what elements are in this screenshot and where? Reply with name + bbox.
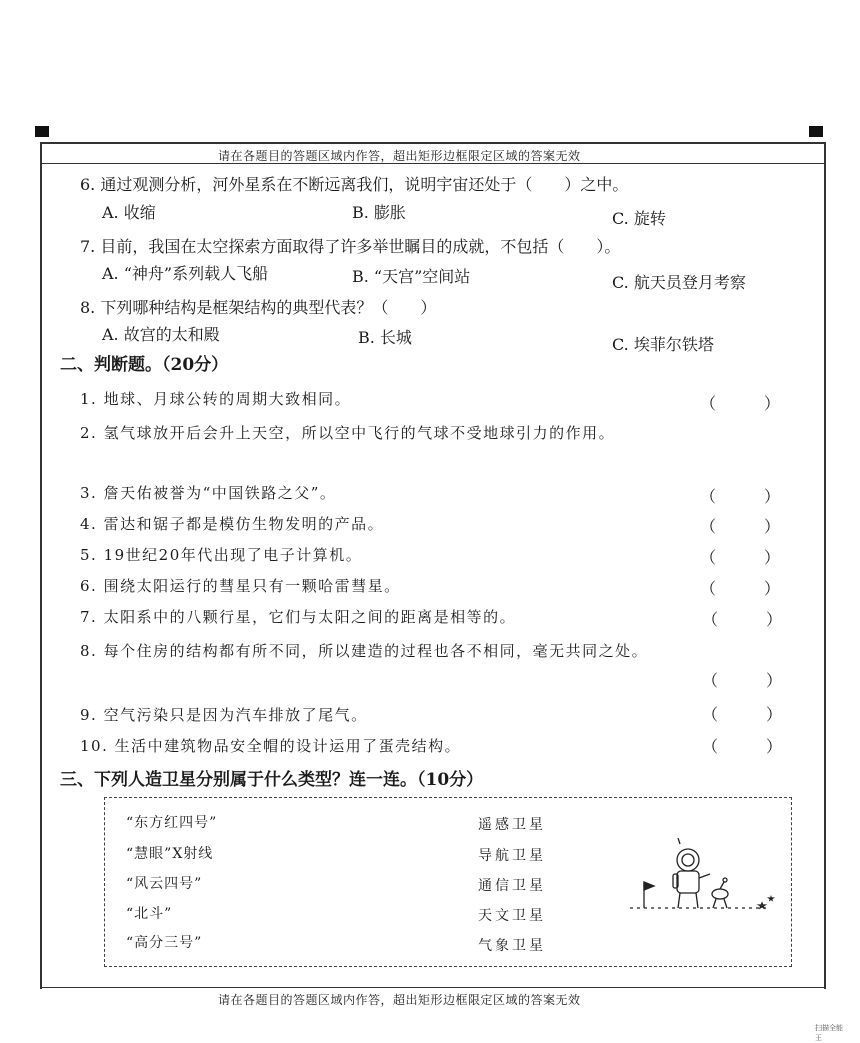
notice-top-rule (40, 163, 824, 164)
tf-answer-7[interactable]: （ ） (702, 610, 783, 629)
tf-item-2: 2. 氢气球放开后会升上天空，所以空中飞行的气球不受地球引力的作用。 (80, 424, 616, 442)
tf-item-5: 5. 19世纪20年代出现了电子计算机。 (80, 546, 363, 564)
tf-item-7: 7. 太阳系中的八颗行星，它们与太阳之间的距离是相等的。 (80, 608, 517, 626)
question-8-option-a: A. 故宫的太和殿 (102, 325, 220, 344)
tf-item-1: 1. 地球、月球公转的周期大致相同。 (80, 390, 352, 408)
question-6-option-b: B. 膨胀 (352, 203, 406, 222)
corner-mark-right (809, 126, 823, 137)
tf-answer-8[interactable]: （ ） (702, 671, 783, 690)
tf-item-6: 6. 围绕太阳运行的彗星只有一颗哈雷彗星。 (80, 577, 401, 595)
question-7-option-b: B. “天宫”空间站 (352, 267, 471, 286)
question-8-option-b: B. 长城 (358, 328, 412, 347)
tf-answer-6[interactable]: （ ） (700, 579, 781, 598)
notice-top: 请在各题目的答题区域内作答，超出矩形边框限定区域的答案无效 (218, 149, 581, 163)
question-7-option-a: A. “神舟”系列载人飞船 (102, 264, 269, 283)
notice-bottom: 请在各题目的答题区域内作答，超出矩形边框限定区域的答案无效 (218, 993, 581, 1007)
match-left-1[interactable]: “东方红四号” (126, 815, 218, 831)
tf-answer-3[interactable]: （ ） (700, 487, 781, 506)
match-right-5[interactable]: 气象卫星 (478, 938, 546, 954)
match-left-3[interactable]: “风云四号” (126, 876, 203, 892)
tf-item-8: 8. 每个住房的结构都有所不同，所以建造的过程也各不相同，毫无共同之处。 (80, 642, 649, 660)
scanner-logo: 扫描全能王 (815, 1024, 843, 1042)
match-left-4[interactable]: “北斗” (126, 906, 173, 922)
question-6-option-a: A. 收缩 (102, 203, 156, 222)
match-right-2[interactable]: 导航卫星 (478, 848, 546, 864)
tf-answer-9[interactable]: （ ） (702, 705, 783, 724)
question-6-option-c: C. 旋转 (612, 209, 666, 228)
tf-item-10: 10. 生活中建筑物品安全帽的设计运用了蛋壳结构。 (80, 737, 462, 755)
tf-answer-4[interactable]: （ ） (700, 517, 781, 536)
tf-answer-10[interactable]: （ ） (702, 737, 783, 756)
section-3-title: 三、下列人造卫星分别属于什么类型？连一连。（10分） (60, 770, 484, 790)
tf-answer-5[interactable]: （ ） (700, 548, 781, 567)
match-right-4[interactable]: 天文卫星 (478, 908, 546, 924)
match-left-5[interactable]: “高分三号” (126, 935, 203, 951)
match-right-3[interactable]: 通信卫星 (478, 878, 546, 894)
tf-item-9: 9. 空气污染只是因为汽车排放了尾气。 (80, 706, 368, 724)
match-right-1[interactable]: 遥感卫星 (478, 817, 546, 833)
corner-mark-left (35, 126, 49, 137)
notice-bottom-rule (40, 987, 824, 988)
tf-item-3: 3. 詹天佑被誉为“中国铁路之父”。 (80, 484, 337, 502)
question-6-stem: 6. 通过观测分析，河外星系在不断远离我们，说明宇宙还处于（ ）之中。 (80, 175, 629, 194)
match-left-2[interactable]: “慧眼”X射线 (126, 846, 214, 862)
question-8-option-c: C. 埃菲尔铁塔 (612, 335, 714, 354)
tf-answer-1[interactable]: （ ） (700, 394, 781, 413)
tf-item-4: 4. 雷达和锯子都是模仿生物发明的产品。 (80, 515, 385, 533)
astronaut-icon (628, 838, 778, 918)
section-2-title: 二、判断题。（20分） (60, 355, 229, 375)
question-7-stem: 7. 目前，我国在太空探索方面取得了许多举世瞩目的成就，不包括（ ）。 (80, 237, 621, 256)
question-7-option-c: C. 航天员登月考察 (612, 273, 746, 292)
question-8-stem: 8. 下列哪种结构是框架结构的典型代表？（ ） (80, 298, 437, 317)
